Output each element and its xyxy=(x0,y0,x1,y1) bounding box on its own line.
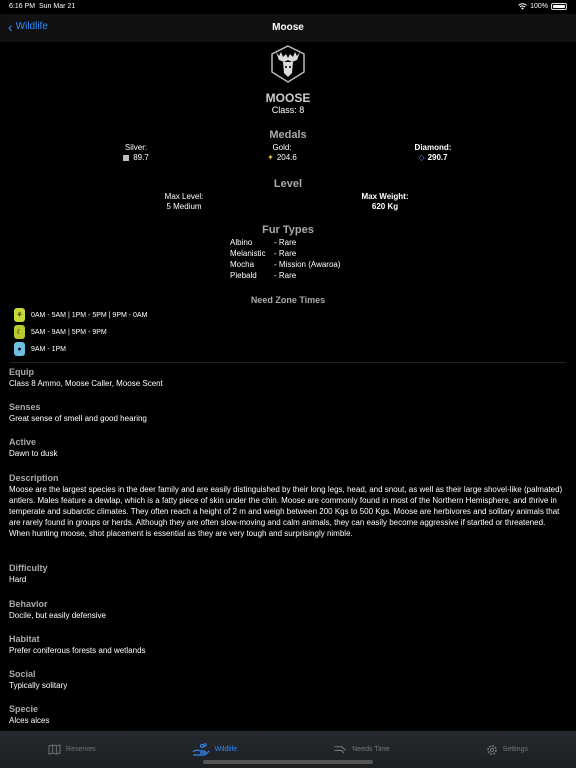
social-section xyxy=(9,669,565,691)
habitat-section xyxy=(9,634,565,656)
active-text: Dawn to dusk xyxy=(9,449,58,458)
tab-needs-time-label: Needs Time xyxy=(352,746,390,753)
equip-text: Class 8 Ammo, Moose Caller, Moose Scent xyxy=(9,379,163,388)
specie-section xyxy=(9,704,565,726)
fur-rarity: - Mission (Awaroa) xyxy=(274,260,341,269)
hand-paw-icon xyxy=(192,743,210,756)
max-level-label: Max Level: xyxy=(164,192,204,201)
gold-value: 204.6 xyxy=(276,153,297,162)
tab-reserves-label: Reserves xyxy=(66,746,96,753)
description-text: Moose are the largest species in the deer family and are easily distinguished by their long legs, head, and snout, as well as their large shovel-like (palmated) antlers. Males feature a dewlap, which is a fatty piece of skin under the chin. Moose are commonly found in most of the Northern Hemisphere, and thrive in temperate and subarctic climates. They often reach a height of 2 m and weigh between 200 Kgs to 500 Kgs. Moose are herbivores and solitary animals that are rarely found in groups or herds. Although they are often slow-moving and calm animals, they can easily become aggressive if startled or threatened. When hunting moose, shot placement is essential as they are very tough and surprisingly nimble. xyxy=(9,485,563,538)
diamond-medal-icon: ◇ xyxy=(418,153,425,162)
diamond-label: Diamond: xyxy=(414,143,452,152)
gold-medal-icon: ✦ xyxy=(267,153,274,162)
habitat-text: Prefer coniferous forests and wetlands xyxy=(9,646,146,655)
fur-name: Melanistic xyxy=(230,249,266,258)
diamond-medal xyxy=(393,143,473,162)
status-right xyxy=(518,3,567,10)
silver-label: Silver: xyxy=(124,143,148,152)
tab-wildlife-label: Wildlife xyxy=(214,746,238,753)
zone-times: 0AM - 5AM | 1PM - 5PM | 9PM - 0AM xyxy=(31,311,148,319)
gear-icon xyxy=(486,744,498,756)
battery-icon xyxy=(551,3,567,10)
divider xyxy=(10,362,566,363)
senses-text: Great sense of smell and good hearing xyxy=(9,414,147,423)
status-time: 6:16 PM xyxy=(9,3,36,10)
fur-name: Piebald xyxy=(230,271,257,280)
fur-row xyxy=(230,270,341,281)
description-section xyxy=(9,473,565,539)
social-heading: Social xyxy=(9,669,36,679)
max-weight-label: Max Weight: xyxy=(361,192,409,201)
tab-reserves[interactable] xyxy=(48,744,96,755)
active-heading: Active xyxy=(9,437,37,447)
silver-medal-icon xyxy=(123,155,129,161)
specie-text: Alces alces xyxy=(9,716,50,725)
tab-needs-time[interactable] xyxy=(333,744,389,755)
silver-medal xyxy=(96,143,176,162)
max-level-value: 5 Medium xyxy=(166,202,202,211)
detail-scroll-view[interactable] xyxy=(0,42,576,732)
drinking-icon: ● xyxy=(14,342,25,356)
equip-section xyxy=(9,367,565,389)
description-heading: Description xyxy=(9,473,59,483)
map-icon xyxy=(48,744,61,755)
status-date: Sun Mar 21 xyxy=(38,3,76,10)
tab-settings[interactable] xyxy=(486,744,528,756)
feeding-icon: ⚘ xyxy=(14,308,25,322)
behavior-text: Docile, but easily defensive xyxy=(9,611,106,620)
animal-class: Class: 8 xyxy=(271,105,305,115)
resting-icon: ☾ xyxy=(14,325,25,339)
senses-section xyxy=(9,402,565,424)
zone-row-feeding xyxy=(14,308,147,322)
senses-heading: Senses xyxy=(9,402,41,412)
diamond-value: 290.7 xyxy=(427,153,448,162)
fur-types-list xyxy=(230,237,341,281)
medals-title: Medals xyxy=(269,129,307,141)
fur-rarity: - Rare xyxy=(274,249,297,258)
status-bar xyxy=(0,0,576,14)
battery-percent: 100% xyxy=(530,3,548,10)
page-title: Moose xyxy=(272,22,304,33)
active-section xyxy=(9,437,565,459)
home-indicator[interactable] xyxy=(203,760,373,764)
difficulty-section xyxy=(9,563,565,585)
fur-rarity: - Rare xyxy=(274,271,297,280)
level-title: Level xyxy=(273,178,303,190)
tab-wildlife[interactable] xyxy=(192,743,238,756)
difficulty-heading: Difficulty xyxy=(9,563,48,573)
needs-time-icon xyxy=(333,744,347,755)
fur-name: Albino xyxy=(230,238,253,247)
social-text: Typically solitary xyxy=(9,681,68,690)
animal-name: MOOSE xyxy=(265,91,311,105)
gold-label: Gold: xyxy=(272,143,292,152)
navigation-bar xyxy=(0,14,576,42)
fur-row xyxy=(230,237,341,248)
fur-row xyxy=(230,259,341,270)
fur-row xyxy=(230,248,341,259)
wifi-icon xyxy=(518,3,527,10)
max-level xyxy=(144,192,224,211)
status-time-date xyxy=(9,3,75,10)
behavior-heading: Behavior xyxy=(9,599,48,609)
zone-times: 5AM - 9AM | 5PM - 9PM xyxy=(31,328,107,336)
chevron-left-icon: ‹ xyxy=(8,18,13,35)
zone-times: 9AM - 1PM xyxy=(31,345,67,353)
back-label: Wildlife xyxy=(15,21,48,32)
zone-row-drinking xyxy=(14,342,66,356)
equip-heading: Equip xyxy=(9,367,34,377)
max-weight xyxy=(345,192,425,211)
need-zone-title: Need Zone Times xyxy=(250,295,326,305)
difficulty-text: Hard xyxy=(9,575,27,584)
habitat-heading: Habitat xyxy=(9,634,40,644)
fur-name: Mocha xyxy=(230,260,255,269)
fur-types-title: Fur Types xyxy=(262,224,314,236)
zone-row-resting xyxy=(14,325,107,339)
tab-settings-label: Settings xyxy=(502,746,528,753)
gold-medal xyxy=(242,143,322,162)
moose-logo-icon xyxy=(266,42,310,86)
behavior-section xyxy=(9,599,565,621)
specie-heading: Specie xyxy=(9,704,39,714)
silver-value: 89.7 xyxy=(133,153,149,162)
fur-rarity: - Rare xyxy=(274,238,297,247)
max-weight-value: 620 Kg xyxy=(371,202,399,211)
